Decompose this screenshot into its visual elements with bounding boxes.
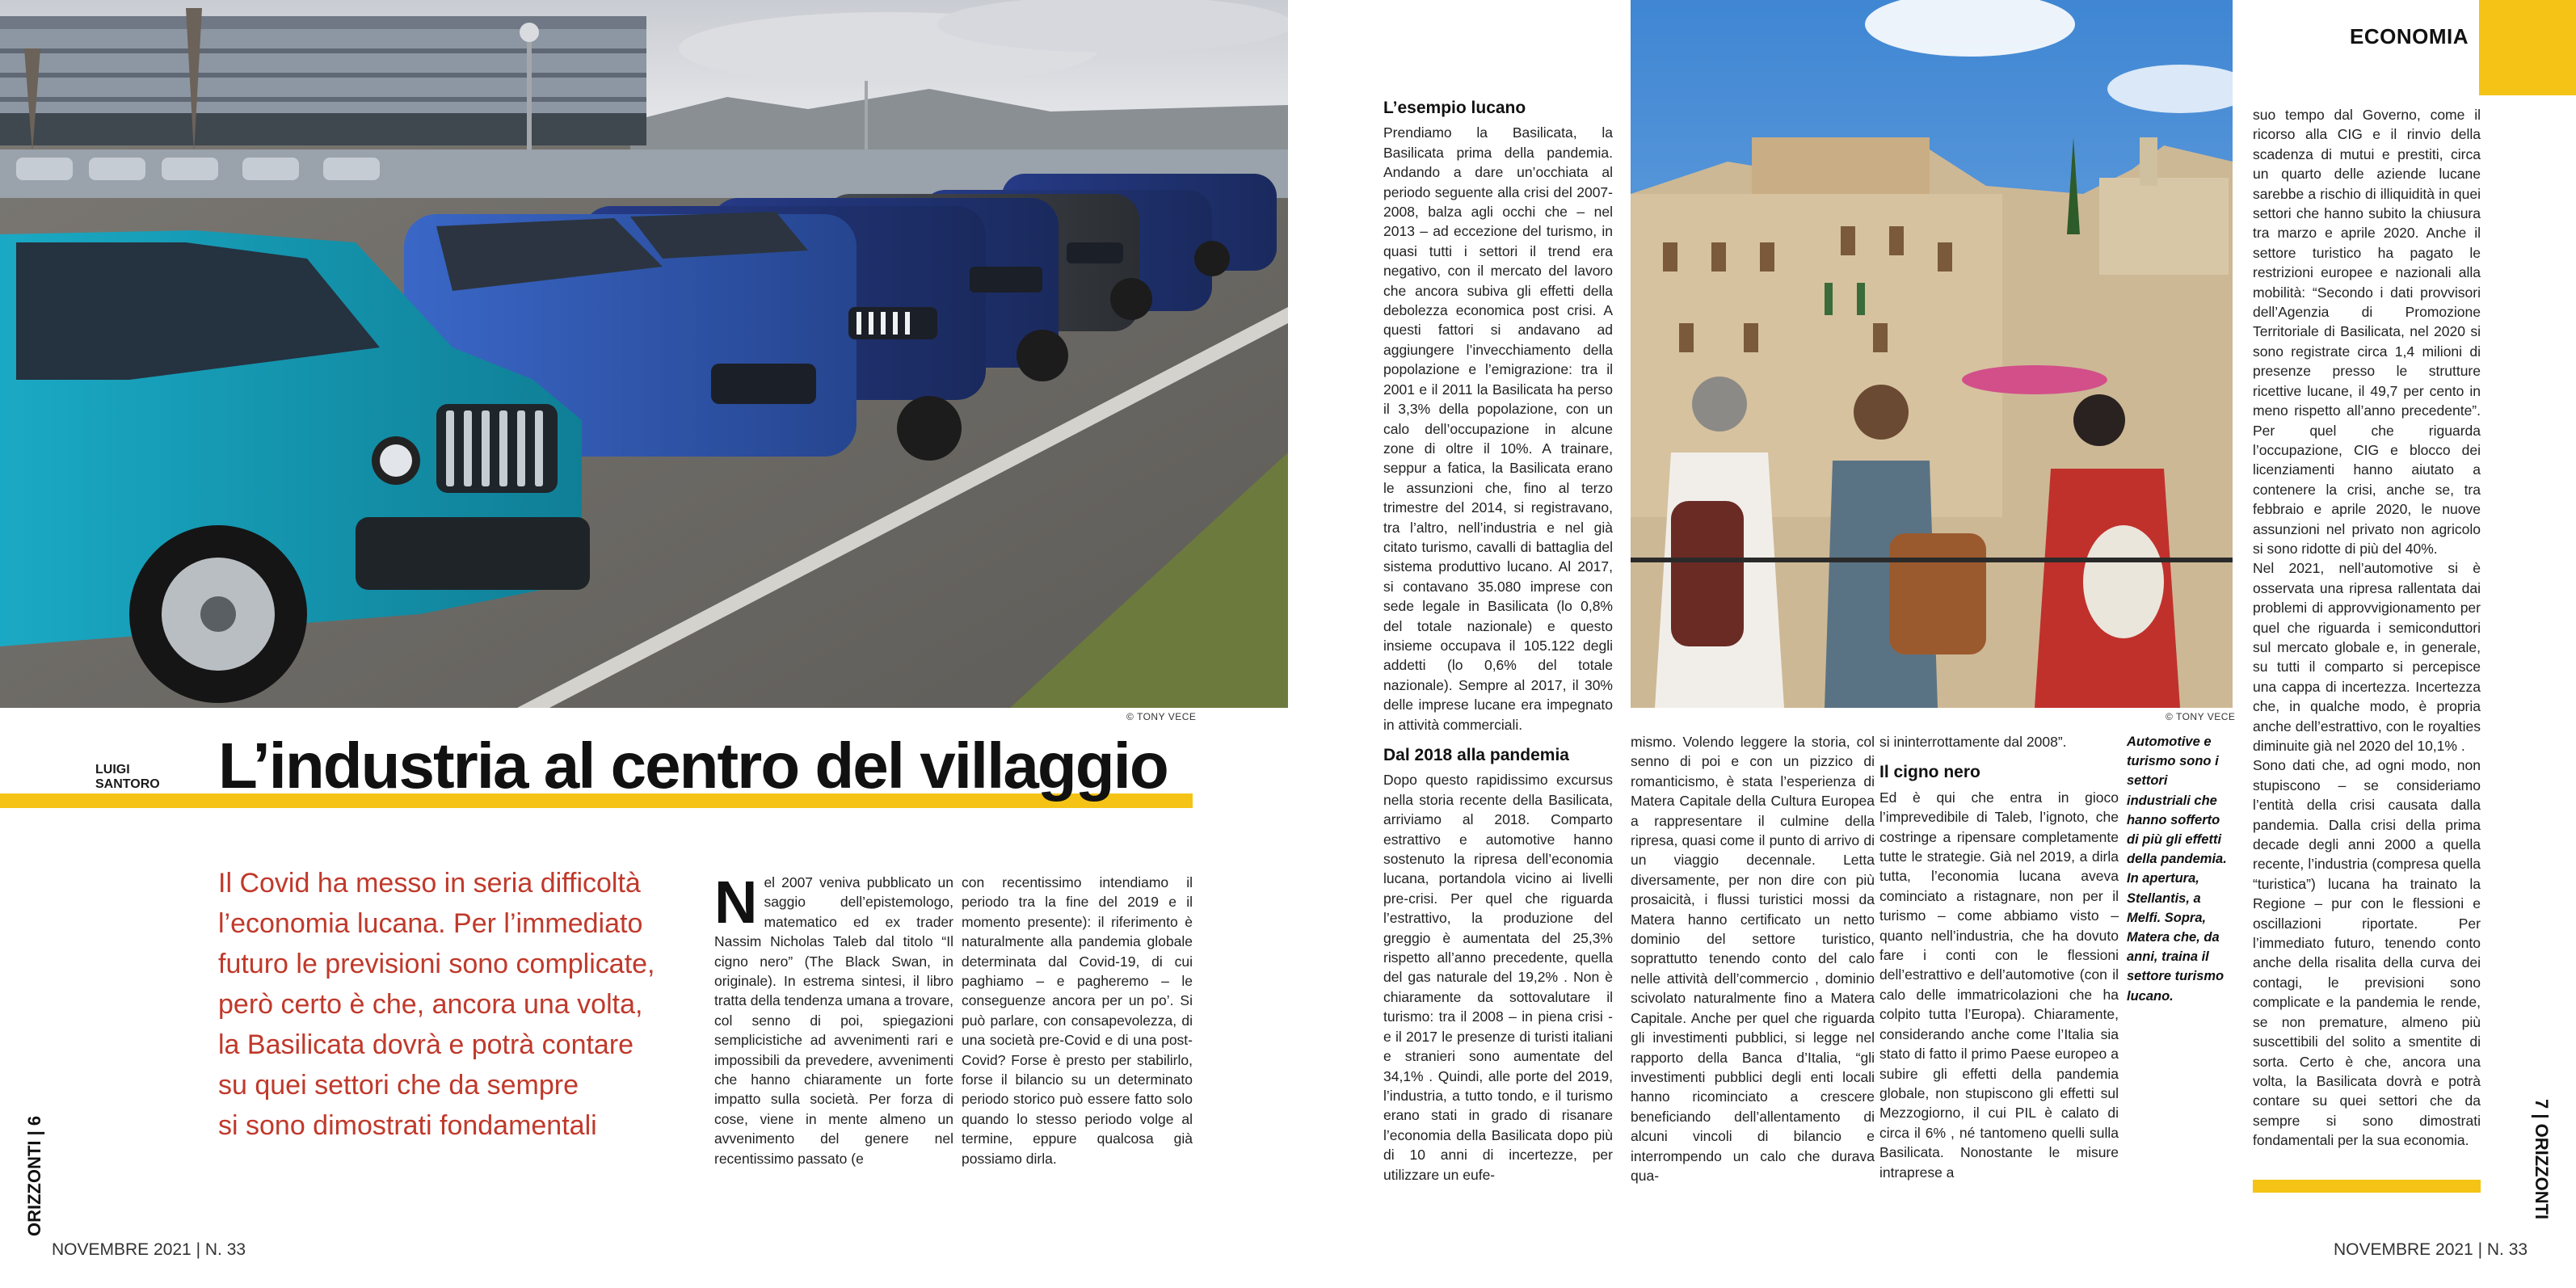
article-end-bar xyxy=(2253,1180,2481,1193)
matera-photo-credit: © TONY VECE xyxy=(2166,711,2236,722)
subheading-cigno-nero: Il cigno nero xyxy=(1879,763,1980,782)
lede-line: si sono dimostrati fondamentali xyxy=(218,1110,597,1141)
column-3b-text: Dopo questo rapidissimo excursus nella storia recente della Basilicata, arriviamo al 2018. Comparto estrattivo e automotive hanno sostenuto la ripresa dell’economia lucana, portandola vicino ai livelli pre-crisi. Per quel che riguarda l’estrattivo, la produzione del greggio è aumentata del 25,3% rispetto all’anno precedente, quella del gas naturale del 19,2% . Non è chiaramente da sottovalutare il turismo: tra il 2008 – in piena crisi - e il 2017 le presenze di turisti italiani e stranieri sono aumentate del 34,1% . Quindi, alle porte del 2019, l’industria, a tutto tondo, e il turismo erano stati in grado di risanare l’economia della Basilicata dopo più di 10 anni di incertezze, per utilizzare un eufe- xyxy=(1383,772,1613,1183)
column-3-text: Prendiamo la Basilicata, la Basilicata prima della pandemia. Andando a dare un’occhiata al periodo seguente alla crisi del 2007-2008, balza agli occhi che – nel 2013 – ad eccezione del turismo, in quasi tutti i settori il trend era negativo, con il mercato del lavoro che ancora subiva gli effetti della debolezza economica post crisi. A questi fattori si andavano ad aggiungere l’invecchiamento della popolazione e l’emigrazione: tra il 2001 e il 2011 la Basilicata ha perso il 3,3% della popolazione, con un calo dell’occupazione in alcune zone di oltre il 10%. A trainare, seppur a fatica, la Basilicata erano le assunzioni che, fino al terzo trimestre del 2014, si registravano, tra l’altro, nell’industria e nel già citato turismo, cavalli di battaglia del sistema produttivo lucano. Al 2017, si contavano 35.080 imprese con sede legale in Basilicata (lo 0,8% del totale nazionale) e questo insieme occupava il 105.122 degli addetti (lo 0,6% del totale nazionale). Sempre al 2017, il 30% delle imprese lucane era impegnato in attività commerciali. xyxy=(1383,124,1613,733)
column-1-text: el 2007 veniva pubblicato un saggio dell’epistemologo, matematico ed ex trader Nassim Nicholas Taleb dal titolo “Il cigno nero” (The Black Swan, in originale). In estrema sintesi, il libro tratta della tendenza umana a trovare, col senno di poi, spiegazioni semplicistiche ad avvenimenti rari e impossibili da prevedere, avvenimenti che hanno chiaramente un forte impatto sulla società. Per forza di cose, viene in mente almeno un avvenimento del genere nel recentissimo passato (e xyxy=(714,874,953,1167)
article-title: L’industria al centro del villaggio xyxy=(218,730,1168,802)
matera-photo xyxy=(1631,0,2233,708)
column-4-text: mismo. Volendo leggere la storia, col senno di poi e con un pizzico di romanticismo, è stata l’esperienza di Matera Capitale della Cultura Europea a rappresentare il culmine della ripresa, quasi come il punto di arrivo di un viaggio decennale. Letta diversamente, per non dire con più prosaicità, i flussi turistici mossi da Matera hanno certificato un netto dominio del settore turistico, soprattutto tenendo conto del calo nelle attività dell’commercio , dominio scivolato naturalmente fino a Matera Capitale. Anche per quel che riguarda gli investimenti pubblici, si legge nel rapporto della Banca d’Italia, “gli investimenti pubblici degli enti locali hanno ricominciato a crescere beneficiando dell’allentamento di alcuni vincoli di bilancio e interrompendo un calo che durava qua- xyxy=(1631,734,1875,1184)
section-tab xyxy=(2479,0,2576,95)
column-6b-text: Nel 2021, nell’automotive si è osservata una ripresa rallentata dai problemi di approvvigionamento per quel che riguarda i semiconduttori sul mercato globale e, in generale, su tutti il comparto si percepisce una cappa di incertezza. Incertezza che, in qualche modo, è propria anche dell’estrattivo, con le royalties diminuite già nel 2020 del 10,1% . xyxy=(2253,560,2481,754)
subheading-esempio-lucano: L’esempio lucano xyxy=(1383,99,1526,117)
lede-line: futuro le previsioni sono complicate, xyxy=(218,949,655,979)
left-folio: ORIZZONTI | 6 xyxy=(24,1115,44,1236)
lede-line: l’economia lucana. Per l’immediato xyxy=(218,908,643,939)
right-folio: 7 | ORIZZONTI xyxy=(2532,1099,2552,1220)
author-first-name: LUIGI xyxy=(95,763,130,777)
section-label: ECONOMIA xyxy=(2350,24,2469,48)
subheading-dal-2018: Dal 2018 alla pandemia xyxy=(1383,746,1569,764)
column-6c-text: Sono dati che, ad ogni modo, non stupiscono – se consideriamo l’entità della crisi causata dalla pandemia. Dalla crisi della prima decade degli anni 2000 a quella recente, l’industria (compresa quella “turistica”) lucana ha trainato la Regione – pur con le flessioni e oscillazioni riportate. Per l’immediato futuro, tenendo conto anche della risalita della curva dei contagi, le previsioni sono complicate e la pandemia le rende, se non premature, almeno più suscettibili del solito a smentite di sorta. Certo è che, ancora una volta, la Basilicata dovrà e potrà contare su quei settori che da sempre si sono dimostrati fondamentali per la sua economia. xyxy=(2253,757,2481,1149)
drop-cap: N xyxy=(714,869,758,936)
lede-line: però certo è che, ancora una volta, xyxy=(218,989,643,1020)
column-2 xyxy=(962,873,1193,1168)
column-1 xyxy=(714,869,953,1168)
author-last-name: SANTORO xyxy=(95,777,160,791)
left-footer-issue: NOVEMBRE 2021 | N. 33 xyxy=(52,1240,246,1259)
right-footer-issue: NOVEMBRE 2021 | N. 33 xyxy=(2334,1240,2528,1259)
column-2-text: con recentissimo intendiamo il periodo tra la fine del 2019 e il momento presente): il riferimento è naturalmente alla pandemia globale determinata dal Covid-19, di cui paghiamo – e pagheremo – le conseguenze ancora per un po’. Si può parlare, con consapevolezza, di una società pre-Covid e di una post-Covid? Forse è presto per stabilirlo, forse il bilancio su un determinato periodo storico può essere fatto solo quando lo stesso periodo volge al termine, eppure qualcosa già possiamo dirla. xyxy=(962,874,1193,1167)
lede-line: su quei settori che da sempre xyxy=(218,1070,579,1101)
lede xyxy=(218,863,679,1146)
cars-photo-credit: © TONY VECE xyxy=(1126,711,1197,722)
column-5-text: Ed è qui che entra in gioco l’imprevedibile di Taleb, l’ignoto, che costringe a ripensare completamente tutte le strategie. Già nel 2019, a dirla tutta, l’economia lucana aveva cominciato a ristagnare, non per il turismo – come abbiamo visto – quanto nell’industria, che ha dovuto fare i conti con le flessioni dell’estrattivo e dell’automotive (con il calo delle immatricolazioni che ha colpito tutta l’Europa). Chiaramente, considerando anche come l’Italia sia stato di fatto il primo Paese europeo a subire gli effetti della pandemia globale, non stupiscono gli effetti sul Mezzogiorno, il cui PIL è calato di circa il 6% , né tantomeno quelli sulla Basilicata. Nonostante le misure intraprese a xyxy=(1879,789,2119,1181)
column-5-top-text: si ininterrottamente dal 2008”. xyxy=(1879,734,2067,750)
author xyxy=(95,763,160,792)
lede-line: la Basilicata dovrà e potrà contare xyxy=(218,1029,634,1060)
photo-caption: Automotive e turismo sono i settori industriali che hanno sofferto di più gli effetti della pandemia. In apertura, Stellantis, a Melfi. Sopra, Matera che, da anni, traina il settore turismo lucano. xyxy=(2127,734,2227,1004)
cars-photo xyxy=(0,0,1288,708)
column-6 xyxy=(2253,105,2481,1151)
column-4 xyxy=(1631,732,1875,1185)
column-3 xyxy=(1383,99,1613,1185)
lede-line: Il Covid ha messo in seria difficoltà xyxy=(218,868,641,899)
column-6-text: suo tempo dal Governo, come il ricorso alla CIG e il rinvio della scadenza di mutui e prestiti, circa un quarto delle aziende lucane sarebbe a rischio di illiquidità in quei settori che hanno subito la chiusura tra marzo e aprile 2020. Anche il settore turistico ha pagato le restrizioni europee e nazionali alla mobilità: “Secondo i dati provvisori dell’Agenzia di Promozione Territoriale di Basilicata, nel 2020 si sono registrate circa 1,4 milioni di presenze presso le strutture ricettive lucane, il 49,7 per cento in meno rispetto all’anno precedente”. Per quel che riguarda l’occupazione, CIG e blocco dei licenziamenti hanno aiutato a contenere la crisi, anche se, tra febbraio e aprile 2020, le nuove assunzioni nel privato non agricolo si sono ridotte di più del 40%. xyxy=(2253,107,2481,557)
column-5 xyxy=(1879,732,2119,1182)
